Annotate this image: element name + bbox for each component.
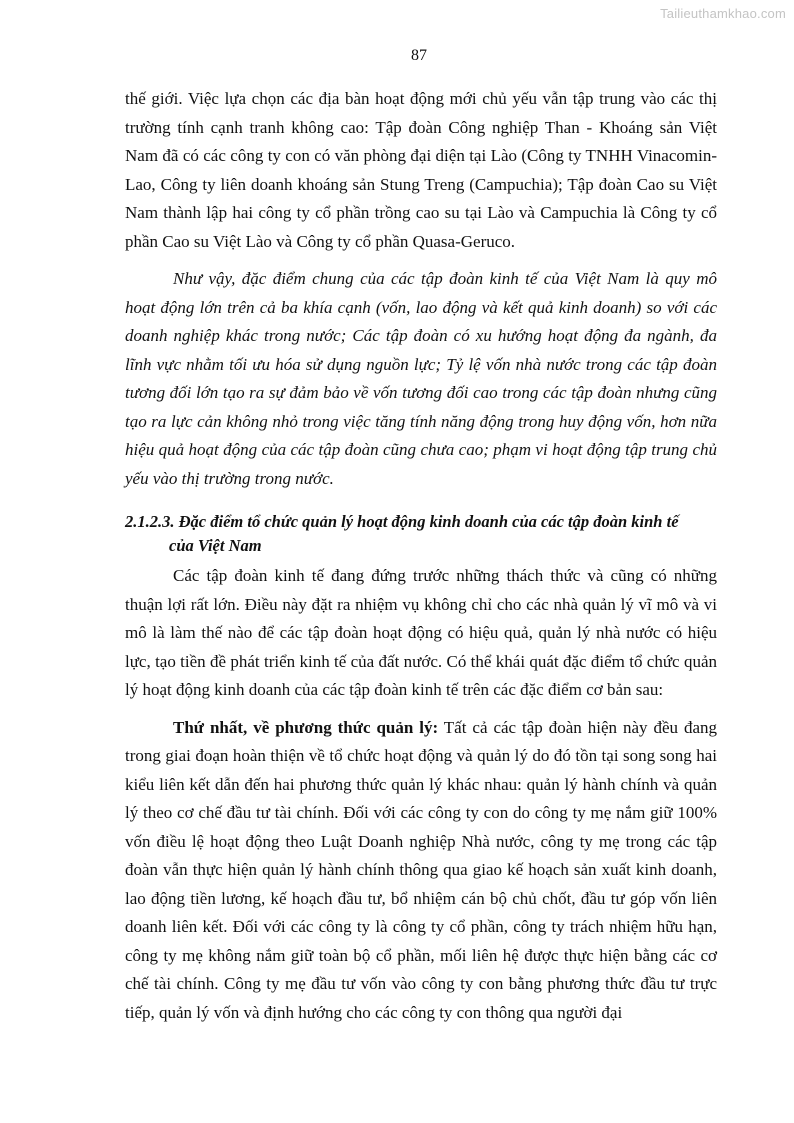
paragraph-lead-bold: Thứ nhất, về phương thức quản lý:	[173, 717, 439, 737]
paragraph-first-point	[125, 714, 717, 1028]
watermark-text: Tailieuthamkhao.com	[660, 6, 786, 21]
section-heading	[125, 510, 717, 558]
paragraph-intro: Các tập đoàn kinh tế đang đứng trước những thách thức và cũng có những thuận lợi rất lớn. Điều này đặt ra nhiệm vụ không chỉ cho các nhà quản lý vĩ mô và vi mô là làm thế nào để các tập đoàn hoạt động có hiệu quả, quản lý nhà nước có hiệu lực, tạo tiền đề phát triển kinh tế của đất nước. Có thể khái quát đặc điểm tổ chức quản lý hoạt động kinh doanh của các tập đoàn kinh tế trên các đặc điểm cơ bản sau:	[125, 566, 717, 699]
section-heading-line1: 2.1.2.3. Đặc điểm tổ chức quản lý hoạt động kinh doanh của các tập đoàn kinh tế	[125, 512, 679, 531]
document-body	[125, 85, 717, 1027]
page-number: 87	[411, 47, 427, 64]
paragraph-continuation: thế giới. Việc lựa chọn các địa bàn hoạt động mới chủ yếu vẫn tập trung vào các thị trường tính cạnh tranh không cao: Tập đoàn Công nghiệp Than - Khoáng sản Việt Nam đã có các công ty con có văn phòng đại diện tại Lào (Công ty TNHH Vinacomin-Lao, Công ty liên doanh khoáng sản Stung Treng (Campuchia); Tập đoàn Cao su Việt Nam thành lập hai công ty cổ phần trồng cao su tại Lào và Campuchia là Công ty cổ phần Cao su Việt Lào và Công ty cổ phần Quasa-Geruco.	[125, 89, 717, 251]
paragraph-summary-italic: Như vậy, đặc điểm chung của các tập đoàn kinh tế của Việt Nam là quy mô hoạt động lớn trên cả ba khía cạnh (vốn, lao động và kết quả kinh doanh) so với các doanh nghiệp khác trong nước; Các tập đoàn có xu hướng hoạt động đa ngành, đa lĩnh vực nhằm tối ưu hóa sử dụng nguồn lực; Tỷ lệ vốn nhà nước trong các tập đoàn tương đối lớn tạo ra sự đảm bảo về vốn tương đối cao trong các tập đoàn nhưng cũng tạo ra lực cản không nhỏ trong việc tăng tính năng động trong huy động vốn, hơn nữa hiệu quả hoạt động của các tập đoàn cũng chưa cao; phạm vi hoạt động tập trung chủ yếu vào thị trường trong nước.	[125, 269, 717, 488]
section-heading-line2: của Việt Nam	[169, 536, 262, 555]
paragraph-first-point-body: Tất cả các tập đoàn hiện này đều đang trong giai đoạn hoàn thiện về tổ chức hoạt động và quản lý do đó tồn tại song song hai kiểu liên kết dẫn đến hai phương thức quản lý khác nhau: quản lý hành chính và quản lý theo cơ chế đầu tư tài chính. Đối với các công ty con do công ty mẹ nắm giữ 100% vốn điều lệ hoạt động theo Luật Doanh nghiệp Nhà nước, công ty mẹ trong các tập đoàn vẫn thực hiện quản lý hành chính thông qua giao kế hoạch sản xuất kinh doanh, lao động tiền lương, kế hoạch đầu tư, bổ nhiệm cán bộ chủ chốt, đầu tư góp vốn liên doanh liên kết. Đối với các công ty là công ty cổ phần, công ty trách nhiệm hữu hạn, công ty mẹ không nắm giữ toàn bộ cổ phần, mối liên hệ được thực hiện bằng các cơ chế tài chính. Công ty mẹ đầu tư vốn vào công ty con bằng phương thức đầu tư trực tiếp, quản lý vốn và định hướng cho các công ty con thông qua người đại	[125, 717, 717, 1022]
